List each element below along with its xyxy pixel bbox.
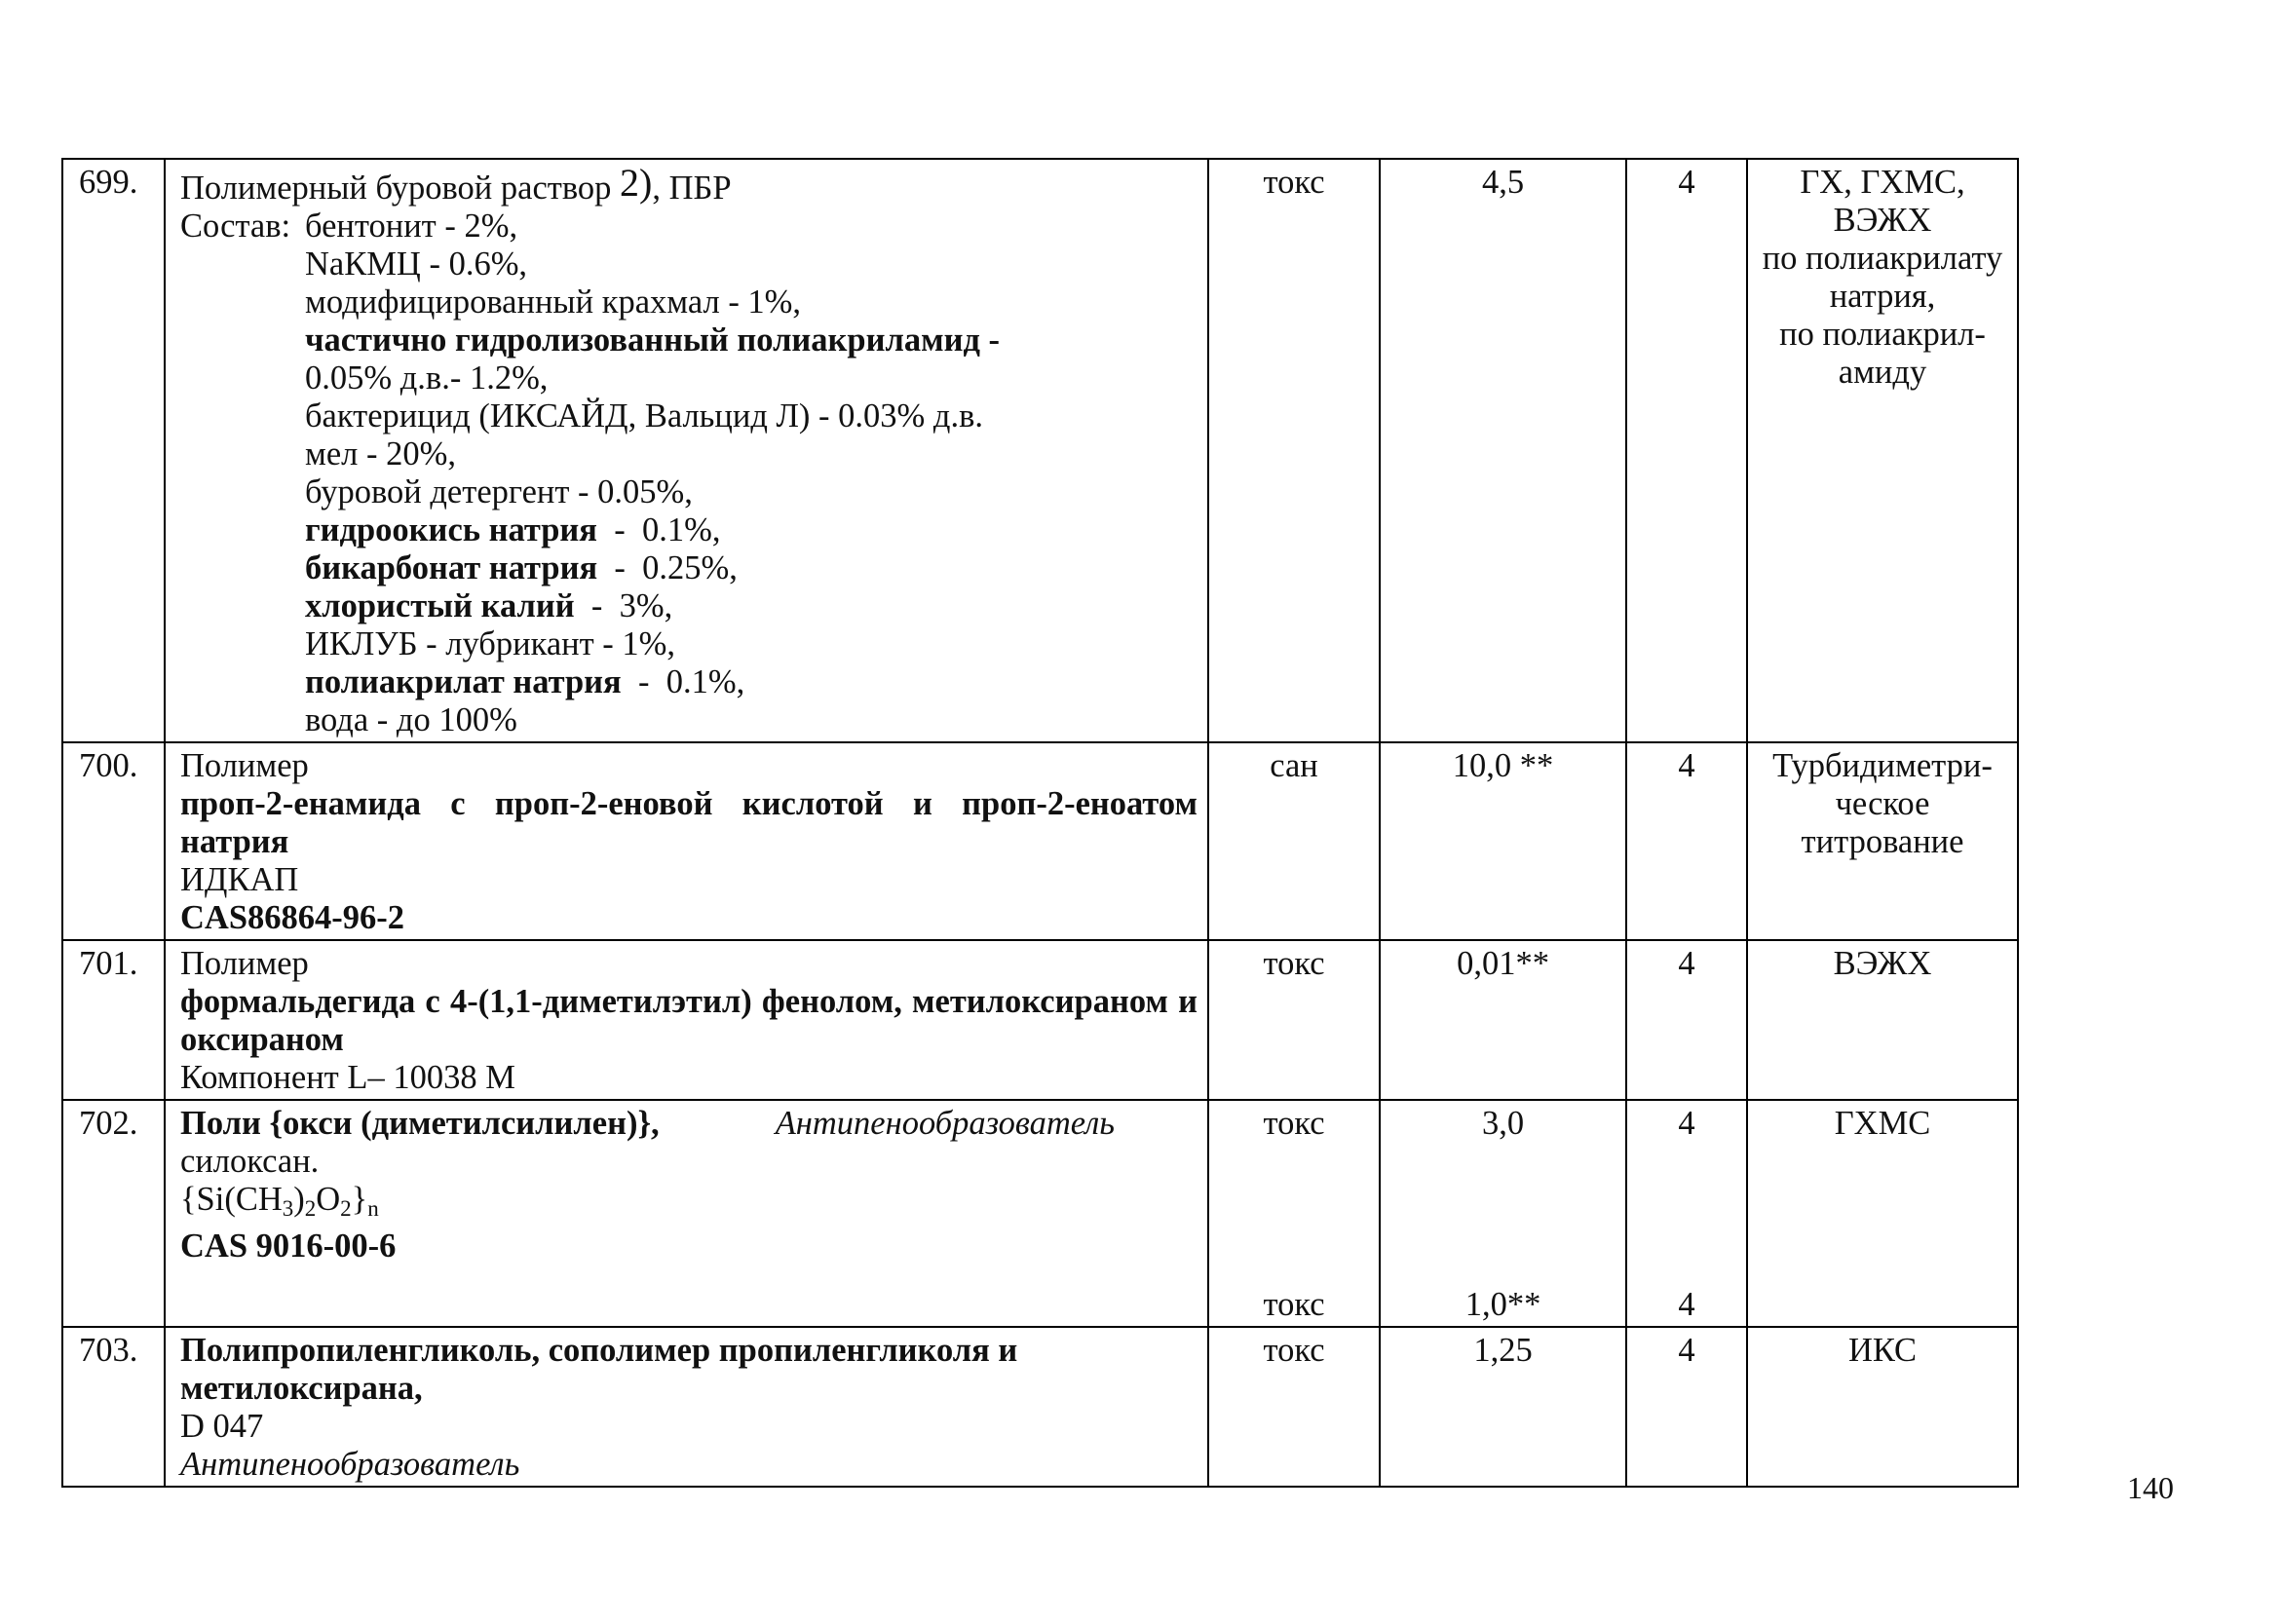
composition-item: ИКЛУБ - лубрикант - 1%, bbox=[305, 625, 676, 662]
hazard-class: 4 bbox=[1626, 159, 1747, 742]
method-line: ИКС bbox=[1847, 1332, 1918, 1369]
limit-value: 1,25 bbox=[1380, 1327, 1626, 1487]
composition-item: модифицированный крахмал - 1%, bbox=[305, 283, 802, 321]
name-text: Полимер bbox=[180, 945, 309, 982]
method-line: ческое bbox=[1835, 785, 1930, 822]
hazard-class: 4 bbox=[1626, 1327, 1747, 1487]
substance-name bbox=[165, 940, 1208, 1100]
hazard-class-2: 4 bbox=[1678, 1286, 1695, 1323]
substance-name bbox=[165, 742, 1208, 940]
composition-item: мел - 20%, bbox=[305, 435, 456, 472]
name-bold: натрия bbox=[180, 823, 289, 860]
chemical-formula: $\{Si(CH_3)_2O_2\}_n$ bbox=[180, 1181, 379, 1221]
composition-item: бентонит - 2%, bbox=[305, 208, 518, 245]
analysis-method bbox=[1747, 940, 2018, 1100]
analysis-method bbox=[1747, 742, 2018, 940]
indicator-type-1: токс bbox=[1263, 1105, 1325, 1142]
limit-value bbox=[1380, 1100, 1626, 1327]
row-number: 699. bbox=[62, 159, 165, 742]
composition-amount: - 0.25%, bbox=[597, 549, 738, 586]
name-bold: метилоксирана, bbox=[180, 1370, 423, 1407]
indicator-type: токс bbox=[1208, 940, 1380, 1100]
method-line: по полиакрил- bbox=[1779, 316, 1986, 353]
name-text: Полимер bbox=[180, 747, 309, 784]
cas-number: CAS86864-96-2 bbox=[180, 899, 404, 936]
table-row bbox=[62, 1327, 2018, 1487]
table-row bbox=[62, 1100, 2018, 1327]
analysis-method bbox=[1747, 159, 2018, 742]
method-line: по полиакрилату bbox=[1762, 240, 2003, 277]
indicator-type: сан bbox=[1208, 742, 1380, 940]
indicator-type-2: токс bbox=[1263, 1286, 1325, 1323]
row-number: 703. bbox=[62, 1327, 165, 1487]
substance-name bbox=[165, 159, 1208, 742]
name-bold: Полипропиленгликоль, сополимер пропиленгликоля и bbox=[180, 1332, 1018, 1369]
analysis-method bbox=[1747, 1100, 2018, 1327]
method-line: ГХ, ГХМС, bbox=[1800, 164, 1965, 201]
trade-name: ИДКАП bbox=[180, 861, 299, 898]
name-bold: проп-2-енамида с проп-2-еновой кислотой и проп-2-еноатом bbox=[180, 785, 1198, 822]
method-line: титрование bbox=[1801, 823, 1964, 860]
cas-number: CAS 9016-00-6 bbox=[180, 1227, 397, 1265]
composition-amount: - 0.1%, bbox=[621, 663, 745, 700]
trade-name: Компонент L– 10038 М bbox=[180, 1059, 515, 1096]
row-number: 701. bbox=[62, 940, 165, 1100]
composition-label: Состав: bbox=[180, 208, 291, 245]
limit-value-2: 1,0** bbox=[1464, 1286, 1541, 1323]
limit-value: 4,5 bbox=[1380, 159, 1626, 742]
table-row bbox=[62, 159, 2018, 742]
substance-name bbox=[165, 1100, 1208, 1327]
substances-table bbox=[61, 158, 2019, 1488]
table-row bbox=[62, 940, 2018, 1100]
row-number: 702. bbox=[62, 1100, 165, 1327]
composition-item: NaКМЦ - 0.6%, bbox=[305, 245, 528, 283]
composition-item: полиакрилат натрия bbox=[305, 663, 622, 700]
hazard-class: 4 bbox=[1626, 940, 1747, 1100]
method-line: ВЭЖХ bbox=[1833, 202, 1932, 239]
hazard-class bbox=[1626, 1100, 1747, 1327]
method-line: ГХМС bbox=[1834, 1105, 1931, 1142]
substance-name bbox=[165, 1327, 1208, 1487]
method-line: натрия, bbox=[1829, 278, 1936, 315]
limit-value: 10,0 ** bbox=[1380, 742, 1626, 940]
method-line: Турбидиметри- bbox=[1772, 747, 1993, 784]
composition-item: 0.05% д.в.- 1.2%, bbox=[305, 359, 549, 397]
hazard-class: 4 bbox=[1626, 742, 1747, 940]
composition-item: вода - до 100% bbox=[305, 701, 517, 738]
composition-item: частично гидролизованный полиакриламид - bbox=[305, 321, 1001, 359]
limit-value-1: 3,0 bbox=[1481, 1105, 1525, 1142]
composition-item: бикарбонат натрия bbox=[305, 549, 598, 586]
row-number: 700. bbox=[62, 742, 165, 940]
trade-name: D 047 bbox=[180, 1408, 264, 1445]
name-text: силоксан. bbox=[180, 1143, 320, 1180]
name-bold: Поли {окси (диметилсилилен)}, bbox=[180, 1105, 660, 1142]
composition-item: буровой детергент - 0.05%, bbox=[305, 473, 693, 510]
composition-item: гидроокись натрия bbox=[305, 511, 597, 548]
indicator-type: токс bbox=[1208, 1327, 1380, 1487]
hazard-class-1: 4 bbox=[1678, 1105, 1695, 1142]
method-line: амиду bbox=[1838, 354, 1927, 391]
composition-amount: - 3%, bbox=[574, 587, 673, 624]
footnote-ref: 2) bbox=[620, 161, 653, 205]
name-suffix: , ПБР bbox=[652, 170, 732, 207]
composition-item: хлористый калий bbox=[305, 587, 575, 624]
indicator-type: токс bbox=[1208, 159, 1380, 742]
table-row bbox=[62, 742, 2018, 940]
indicator-type bbox=[1208, 1100, 1380, 1327]
composition-item: бактерицид (ИКСАЙД, Вальцид Л) - 0.03% д.в. bbox=[305, 397, 983, 434]
function-label: Антипенообразователь bbox=[180, 1446, 520, 1483]
analysis-method bbox=[1747, 1327, 2018, 1487]
function-label: Антипенообразователь bbox=[775, 1105, 1115, 1142]
composition-amount: - 0.1%, bbox=[596, 511, 721, 548]
name-bold: оксираном bbox=[180, 1021, 344, 1058]
page-number: 140 bbox=[2127, 1470, 2174, 1505]
name-bold: формальдегида с 4-(1,1-диметилэтил) фенолом, метилоксираном и bbox=[180, 983, 1198, 1020]
method-line: ВЭЖХ bbox=[1833, 945, 1932, 982]
limit-value: 0,01** bbox=[1380, 940, 1626, 1100]
name-text: Полимерный буровой раствор bbox=[180, 170, 612, 207]
